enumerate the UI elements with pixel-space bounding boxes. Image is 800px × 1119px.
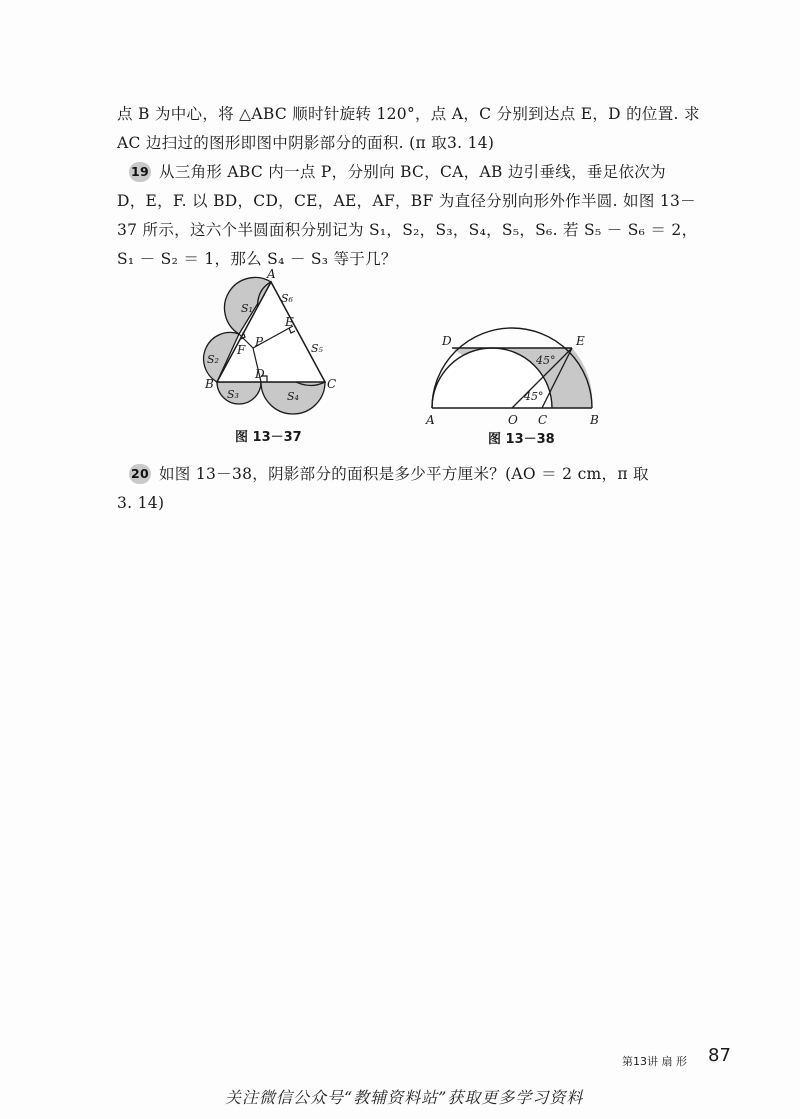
problem-19-line-3: 37 所示，这六个半圆面积分别记为 S₁，S₂，S₃，S₄，S₅，S₆. 若 S₅ － S₆ ＝ 2， <box>117 221 698 239</box>
fig1-label-a: A <box>267 267 276 281</box>
handwritten-note: 关注微信公众号“教辅资料站”获取更多学习资料 <box>225 1088 584 1107</box>
fig2-label-o: O <box>508 413 518 427</box>
fig2-label-c: C <box>538 413 548 427</box>
problem-19-number: 19 <box>129 162 151 182</box>
footer-page-number: 87 <box>708 1045 731 1066</box>
fig1-label-d: D <box>255 367 265 381</box>
problem-19-text-1: 从三角形 ABC 内一点 P，分别向 BC，CA，AB 边引垂线，垂足依次为 <box>159 163 666 181</box>
fig1-label-p: P <box>255 335 264 349</box>
fig2-label-a: A <box>426 413 435 427</box>
semicircle-s3 <box>217 382 261 404</box>
problem-20-text-1: 如图 13－38，阴影部分的面积是多少平方厘米？(AO ＝ 2 cm，π 取 <box>159 465 649 483</box>
problem-19-line-4: S₁ － S₂ ＝ 1，那么 S₄ － S₃ 等于几？ <box>117 250 397 268</box>
problem-19 <box>117 158 697 274</box>
problem-18-continuation <box>117 100 700 158</box>
continuation-line-1: 点 B 为中心，将 △ABC 顺时针旋转 120°，点 A，C 分别到达点 E，D 的位置. 求 <box>117 105 700 123</box>
fig1-label-s6: S₆ <box>281 292 293 305</box>
fig1-label-b: B <box>205 377 214 391</box>
problem-20-number: 20 <box>129 464 151 484</box>
fig1-label-f: F <box>237 343 246 357</box>
fig1-label-s5: S₅ <box>311 342 323 355</box>
figure-13-37-caption: 图 13－37 <box>235 430 302 445</box>
fig2-label-d: D <box>442 334 452 348</box>
continuation-line-2: AC 边扫过的图形即图中阴影部分的面积. (π 取3. 14) <box>117 134 495 152</box>
fig2-label-e: E <box>576 334 585 348</box>
figure-13-37 <box>185 268 355 418</box>
problem-20 <box>117 460 697 518</box>
fig1-label-e: E <box>285 315 294 329</box>
fig2-label-b: B <box>590 413 599 427</box>
fig1-label-s3: S₃ <box>227 388 239 401</box>
fig1-label-s4: S₄ <box>287 390 299 403</box>
fig2-angle-bottom: 45° <box>524 390 544 403</box>
fig1-label-s1: S₁ <box>241 302 253 315</box>
fig1-label-s2: S₂ <box>207 353 219 366</box>
fig1-label-c: C <box>327 377 337 391</box>
fig2-angle-top: 45° <box>536 354 556 367</box>
problem-19-line-1 <box>117 158 697 187</box>
footer-chapter: 第13讲 扇 形 <box>622 1055 687 1068</box>
problem-20-line-1 <box>117 460 697 489</box>
problem-19-line-2: D，E，F. 以 BD，CD，CE，AE，AF，BF 为直径分别向形外作半圆. 如图 13－ <box>117 192 696 210</box>
figure-13-38-caption: 图 13－38 <box>488 432 555 447</box>
problem-20-line-2: 3. 14) <box>117 494 165 512</box>
